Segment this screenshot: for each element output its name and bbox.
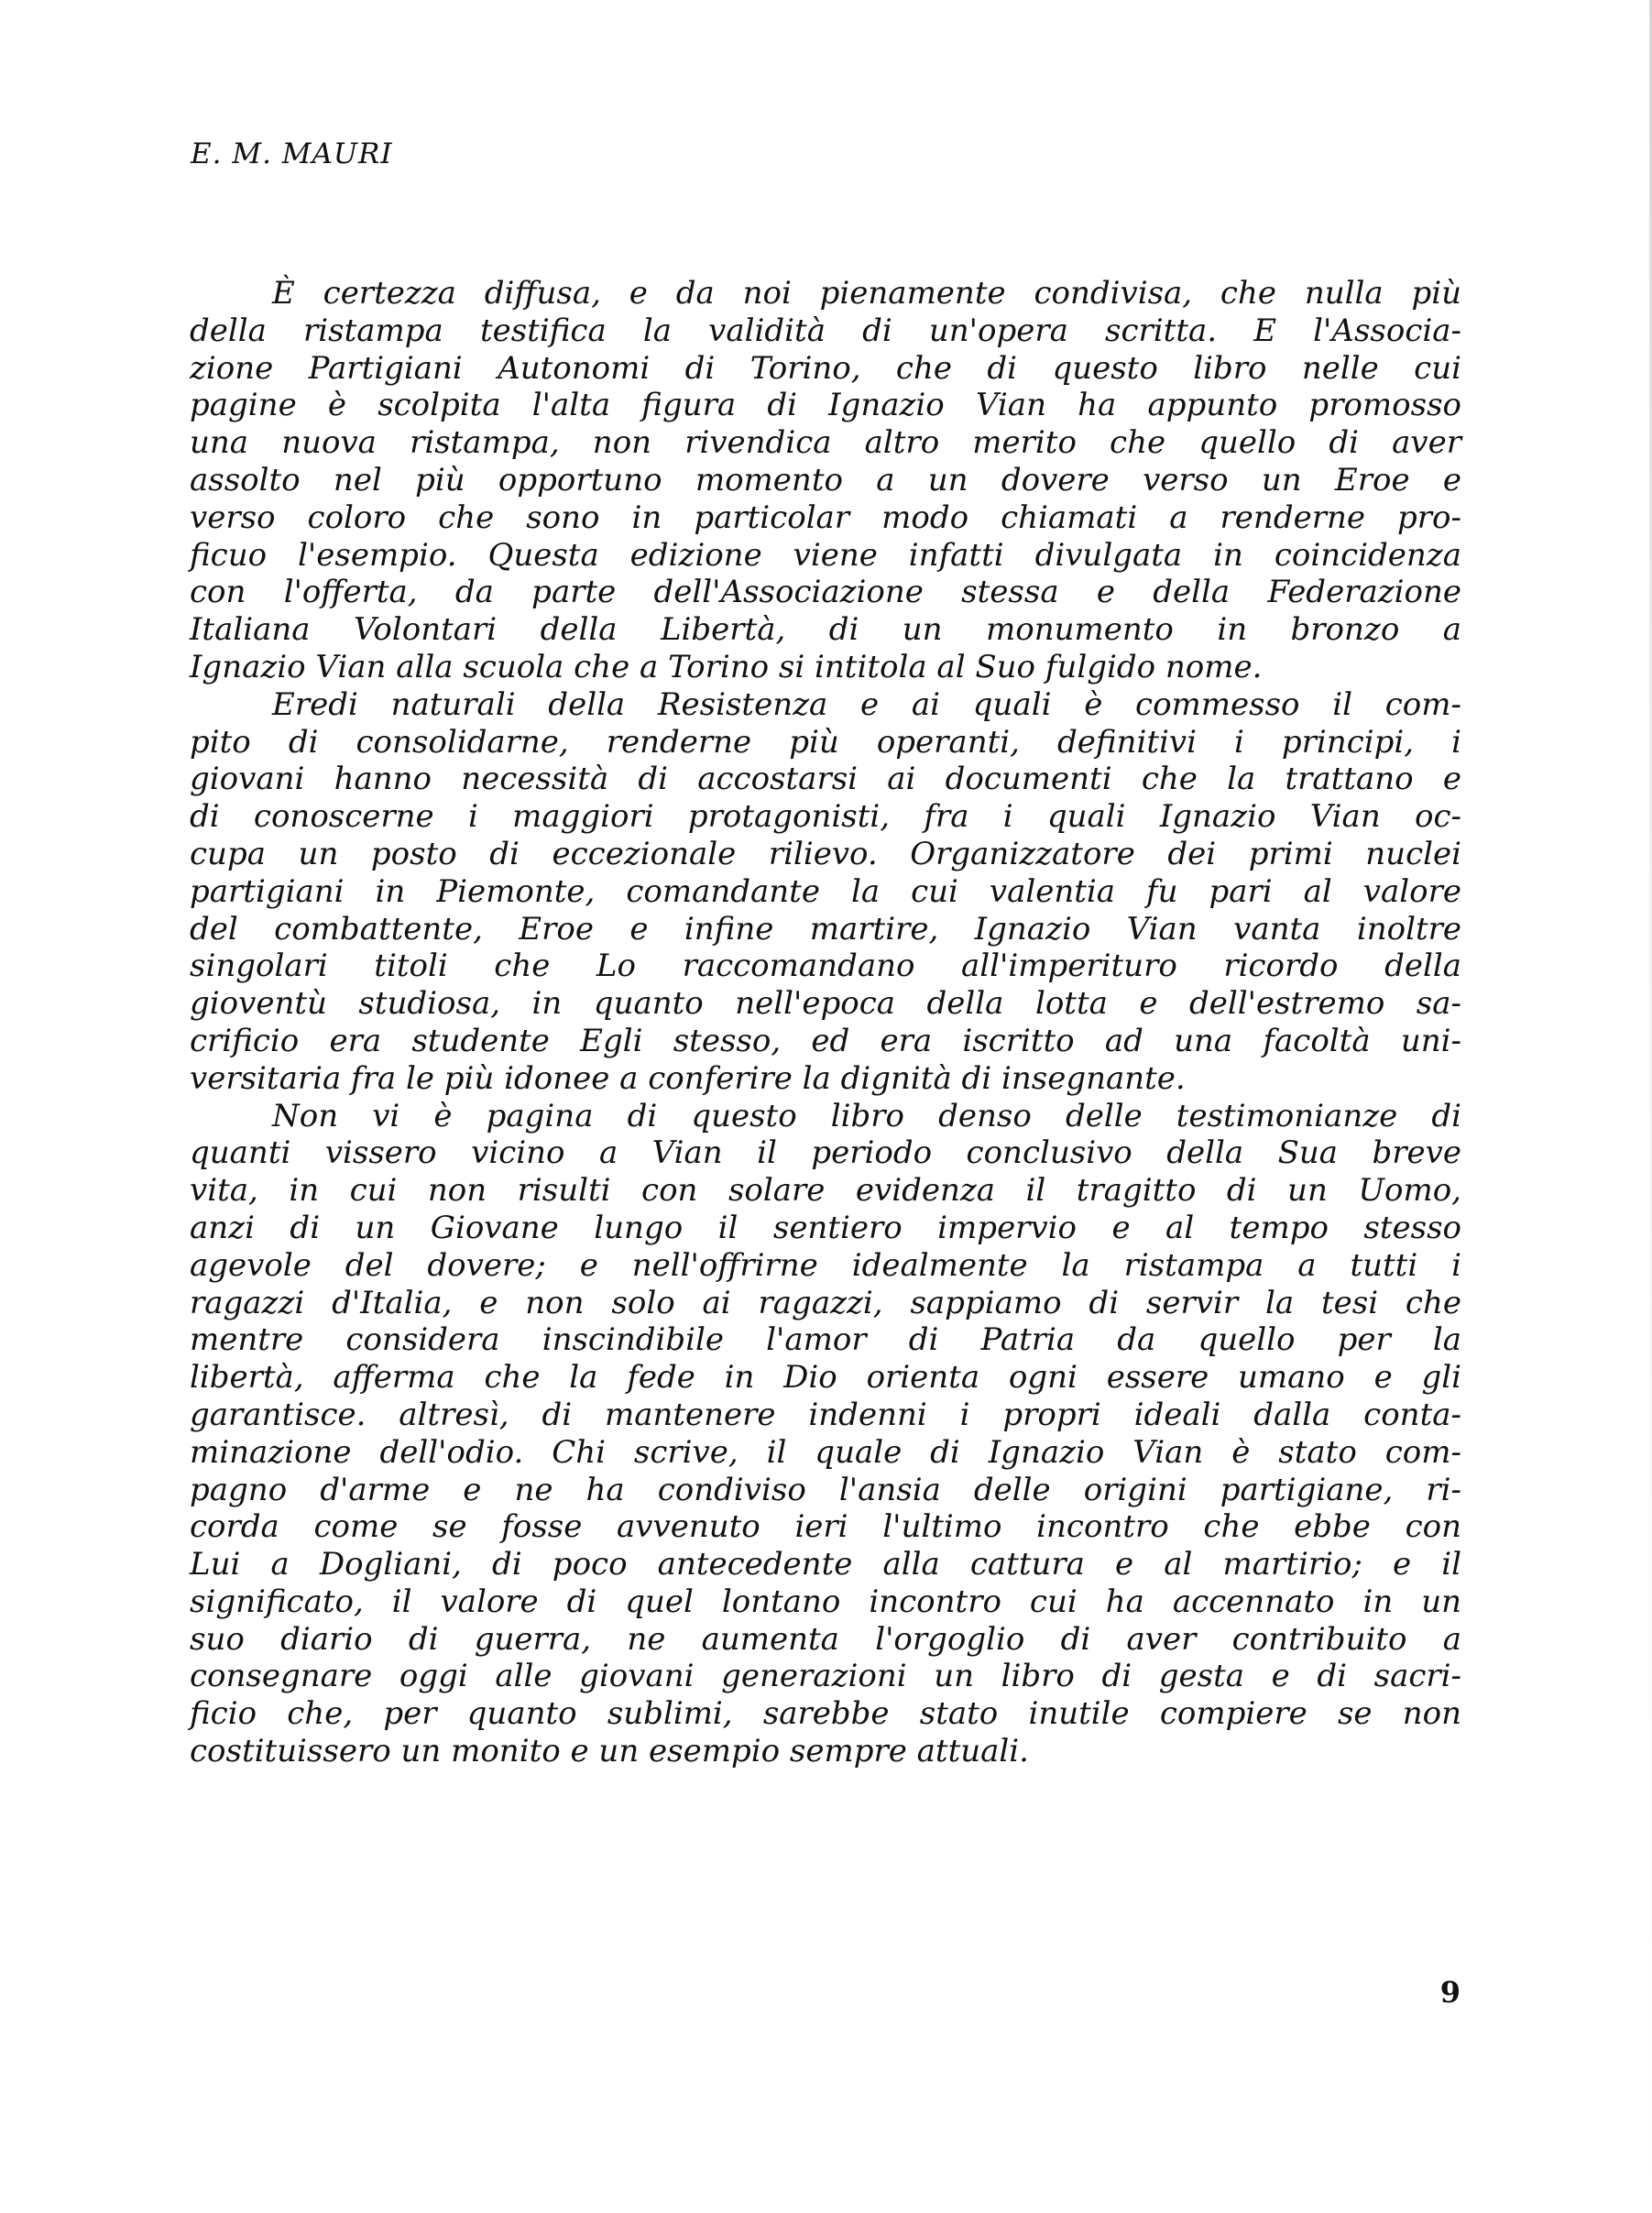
text-line: zione Partigiani Autonomi di Torino, che di questo libro nelle cui (190, 349, 1461, 387)
text-line: giovani hanno necessità di accostarsi ai documenti che la trattano e (190, 761, 1461, 798)
text-line: gioventù studiosa, in quanto nell'epoca della lotta e dell'estremo sa- (190, 985, 1461, 1023)
text-line: della ristampa testifica la validità di un'opera scritta. E l'Associa- (190, 312, 1461, 349)
page-number: 9 (1439, 1975, 1461, 2010)
paragraph (190, 686, 1461, 1098)
text-line: anzi di un Giovane lungo il sentiero impervio e al tempo stesso (190, 1209, 1461, 1246)
text-line: Non vi è pagina di questo libro denso delle testimonianze di (272, 1097, 1461, 1134)
text-line: ficuo l'esempio. Questa edizione viene infatti divulgata in coincidenza (190, 536, 1461, 574)
text-line: quanti vissero vicino a Vian il periodo conclusivo della Sua breve (190, 1134, 1461, 1172)
text-line: versitaria fra le più idonee a conferire la dignità di insegnante. (190, 1059, 1186, 1097)
text-line: una nuova ristampa, non rivendica altro merito che quello di aver (190, 424, 1461, 462)
text-line: suo diario di guerra, ne aumenta l'orgoglio di aver contribuito a (190, 1620, 1461, 1658)
text-line: del combattente, Eroe e infine martire, Ignazio Vian vanta inoltre (190, 910, 1461, 948)
text-line: cupa un posto di eccezionale rilievo. Organizzatore dei primi nuclei (190, 835, 1461, 872)
text-line: pito di consolidarne, renderne più operanti, definitivi i principi, i (190, 723, 1461, 761)
text-line: pagine è scolpita l'alta figura di Ignazio Vian ha appunto promosso (190, 387, 1461, 424)
text-line: di conoscerne i maggiori protagonisti, fra i quali Ignazio Vian oc- (190, 798, 1461, 836)
text-line: Italiana Volontari della Libertà, di un monumento in bronzo a (190, 611, 1461, 649)
text-line: ficio che, per quanto sublimi, sarebbe stato inutile compiere se non (190, 1695, 1461, 1733)
text-line: garantisce. altresì, di mantenere indenni i propri ideali dalla conta- (190, 1396, 1461, 1433)
text-line: corda come se fosse avvenuto ieri l'ultimo incontro che ebbe con (190, 1508, 1461, 1546)
text-line: Lui a Dogliani, di poco antecedente alla cattura e al martirio; e il (190, 1546, 1461, 1583)
text-line: pagno d'arme e ne ha condiviso l'ansia delle origini partigiane, ri- (190, 1471, 1461, 1508)
running-head: E. M. MAURI (191, 137, 393, 170)
text-line: vita, in cui non risulti con solare evidenza il tragitto di un Uomo, (190, 1172, 1461, 1210)
text-line: singolari titoli che Lo raccomandano all'imperituro ricordo della (190, 948, 1461, 985)
text-line: costituissero un monito e un esempio sempre attuali. (190, 1733, 1029, 1770)
paragraph (190, 275, 1461, 686)
body-text (190, 275, 1461, 1770)
text-line: con l'offerta, da parte dell'Associazione stessa e della Federazione (190, 574, 1461, 611)
text-line: minazione dell'odio. Chi scrive, il quale di Ignazio Vian è stato com- (190, 1433, 1461, 1471)
text-line: ragazzi d'Italia, e non solo ai ragazzi, sappiamo di servir la tesi che (190, 1284, 1461, 1321)
text-line: significato, il valore di quel lontano incontro cui ha accennato in un (190, 1583, 1461, 1620)
text-line: verso coloro che sono in particolar modo chiamati a renderne pro- (190, 498, 1461, 536)
text-line: mentre considera inscindibile l'amor di Patria da quello per la (190, 1321, 1461, 1359)
paragraph (190, 1098, 1461, 1770)
text-line: crificio era studente Egli stesso, ed era iscritto ad una facoltà uni- (190, 1022, 1461, 1059)
text-line: partigiani in Piemonte, comandante la cui valentia fu pari al valore (190, 872, 1461, 910)
text-line: agevole del dovere; e nell'offrirne idealmente la ristampa a tutti i (190, 1246, 1461, 1284)
text-line: consegnare oggi alle giovani generazioni un libro di gesta e di sacri- (190, 1658, 1461, 1695)
text-line: assolto nel più opportuno momento a un dovere verso un Eroe e (190, 461, 1461, 498)
text-line: Eredi naturali della Resistenza e ai quali è commesso il com- (272, 685, 1461, 723)
text-line: È certezza diffusa, e da noi pienamente condivisa, che nulla più (272, 275, 1461, 312)
text-line: libertà, afferma che la fede in Dio orienta ogni essere umano e gli (190, 1359, 1461, 1397)
text-line: Ignazio Vian alla scuola che a Torino si intitola al Suo fulgido nome. (190, 648, 1263, 685)
